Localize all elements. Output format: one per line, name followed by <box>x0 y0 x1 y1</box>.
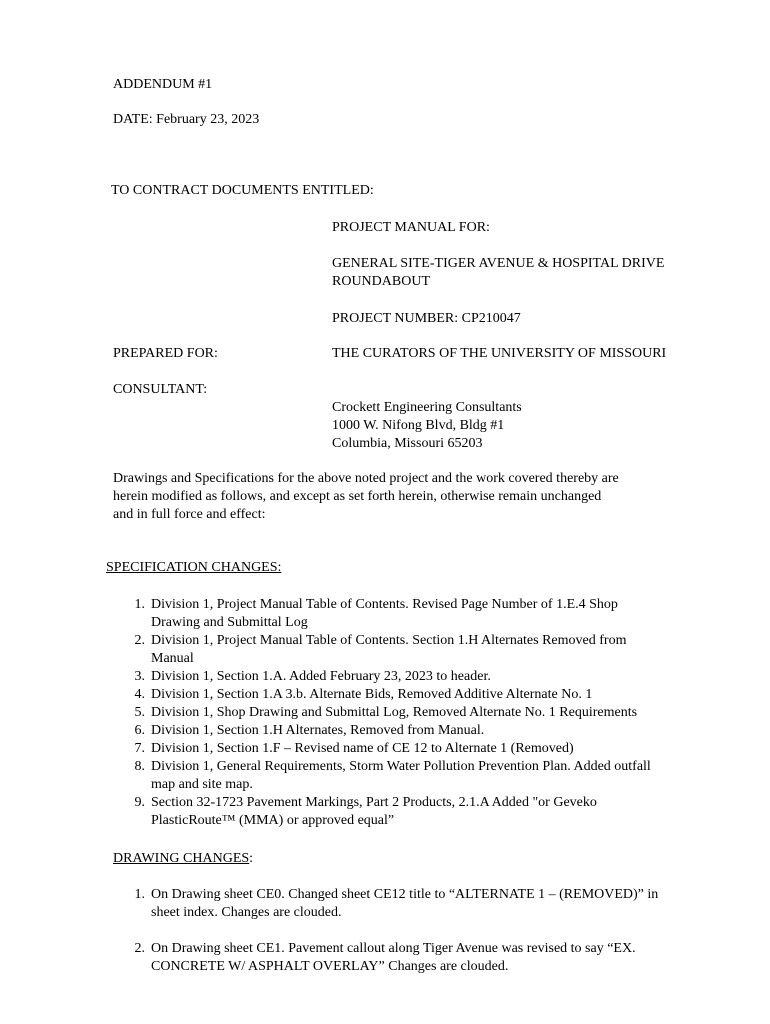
list-number: 7. <box>134 741 145 756</box>
consultant-label: CONSULTANT: <box>113 382 208 397</box>
spec-changes-list <box>127 596 717 830</box>
list-item <box>127 758 717 794</box>
list-item <box>127 722 717 740</box>
contract-label: TO CONTRACT DOCUMENTS ENTITLED: <box>111 183 374 198</box>
list-spacer <box>127 922 717 940</box>
drawing-changes-heading-text: DRAWING CHANGES <box>113 851 250 866</box>
addendum-title: ADDENDUM #1 <box>113 77 213 92</box>
list-number: 6. <box>134 723 145 738</box>
intro-line-3: and in full force and effect: <box>113 507 266 522</box>
list-item-line: Division 1, Shop Drawing and Submittal Log, Removed Alternate No. 1 Requirements <box>151 705 638 720</box>
list-item <box>127 704 717 722</box>
project-number: PROJECT NUMBER: CP210047 <box>332 311 521 326</box>
list-item-line: On Drawing sheet CE0. Changed sheet CE12 title to “ALTERNATE 1 – (REMOVED)” in <box>151 887 659 902</box>
prepared-for-label: PREPARED FOR: <box>113 346 218 361</box>
list-number: 4. <box>134 687 145 702</box>
list-item-line: Division 1, Section 1.H Alternates, Removed from Manual. <box>151 723 485 738</box>
list-item <box>127 940 717 976</box>
list-item-line: Division 1, Section 1.A 3.b. Alternate Bids, Removed Additive Alternate No. 1 <box>151 687 593 702</box>
list-item-line: Division 1, Section 1.A. Added February 23, 2023 to header. <box>151 669 491 684</box>
list-number: 2. <box>134 633 145 648</box>
list-item <box>127 596 717 632</box>
list-item-line: map and site map. <box>151 777 253 792</box>
list-item <box>127 740 717 758</box>
drawing-changes-heading-colon: : <box>249 851 254 866</box>
list-item-line: CONCRETE W/ ASPHALT OVERLAY” Changes are clouded. <box>151 959 509 974</box>
project-manual-for: PROJECT MANUAL FOR: <box>332 220 490 235</box>
project-title-line1: GENERAL SITE-TIGER AVENUE & HOSPITAL DRIVE <box>332 256 665 271</box>
project-title-line2: ROUNDABOUT <box>332 274 430 289</box>
list-number: 3. <box>134 669 145 684</box>
list-number: 8. <box>134 759 145 774</box>
list-number: 1. <box>134 887 145 902</box>
drawing-changes-heading <box>113 850 253 868</box>
list-item-line: Section 32-1723 Pavement Markings, Part 2 Products, 2.1.A Added "or Geveko <box>151 795 597 810</box>
list-item-line: PlasticRoute™ (MMA) or approved equal” <box>151 813 395 828</box>
consultant-address: 1000 W. Nifong Blvd, Bldg #1 <box>332 418 505 433</box>
list-item-line: Division 1, Project Manual Table of Contents. Section 1.H Alternates Removed from <box>151 633 627 648</box>
drawing-changes-list <box>127 886 717 976</box>
list-item <box>127 668 717 686</box>
list-number: 5. <box>134 705 145 720</box>
list-item-line: sheet index. Changes are clouded. <box>151 905 342 920</box>
list-item-line: Division 1, Section 1.F – Revised name of CE 12 to Alternate 1 (Removed) <box>151 741 574 756</box>
list-item <box>127 886 717 922</box>
intro-line-2: herein modified as follows, and except as set forth herein, otherwise remain unchanged <box>113 489 602 504</box>
intro-line-1: Drawings and Specifications for the above noted project and the work covered thereby are <box>113 471 619 486</box>
list-number: 9. <box>134 795 145 810</box>
list-item-line: On Drawing sheet CE1. Pavement callout along Tiger Avenue was revised to say “EX. <box>151 941 636 956</box>
list-number: 2. <box>134 941 145 956</box>
list-item-line: Division 1, Project Manual Table of Contents. Revised Page Number of 1.E.4 Shop <box>151 597 618 612</box>
list-item-line: Manual <box>151 651 194 666</box>
list-item-line: Division 1, General Requirements, Storm Water Pollution Prevention Plan. Added outfall <box>151 759 651 774</box>
list-item <box>127 794 717 830</box>
consultant-city: Columbia, Missouri 65203 <box>332 436 483 451</box>
list-item <box>127 686 717 704</box>
list-item <box>127 632 717 668</box>
consultant-name: Crockett Engineering Consultants <box>332 400 522 415</box>
list-item-line: Drawing and Submittal Log <box>151 615 308 630</box>
addendum-date: DATE: February 23, 2023 <box>113 112 260 127</box>
spec-changes-heading: SPECIFICATION CHANGES: <box>106 560 282 575</box>
list-number: 1. <box>134 597 145 612</box>
prepared-for-value: THE CURATORS OF THE UNIVERSITY OF MISSOURI <box>332 346 667 361</box>
